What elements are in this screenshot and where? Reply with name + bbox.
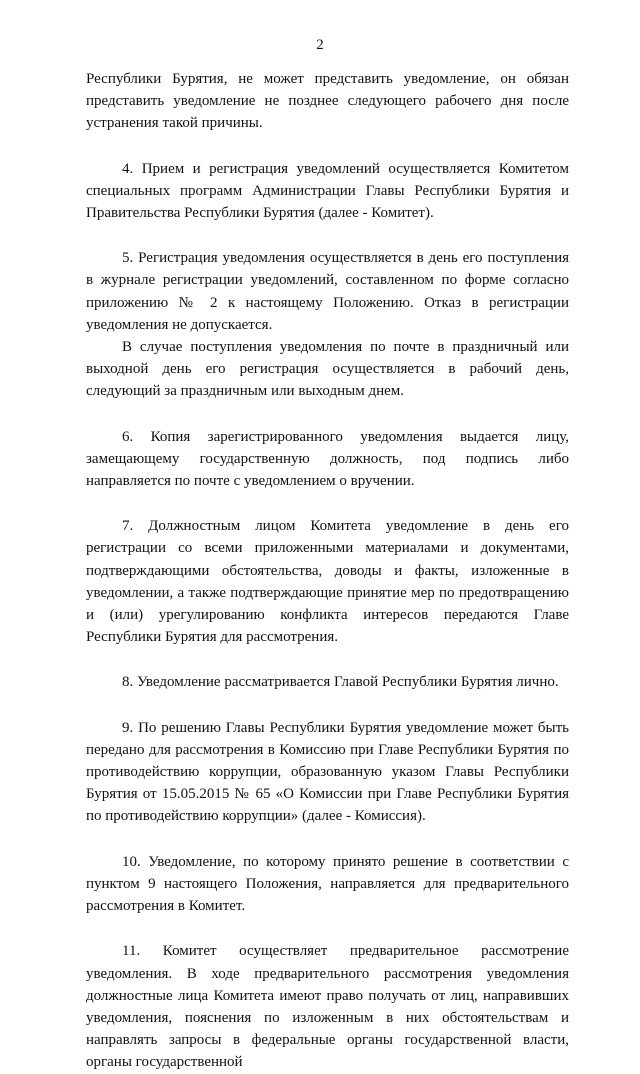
page-number: 2 [316, 37, 324, 53]
paragraph-item-7: 7. Должностным лицом Комитета уведомление в день его регистрации со всеми приложенными материалами и документами, подтверждающими обстоятельства, доводы и факты, изложенные в уведомлении, а также подтверждающие принятие мер по предотвращению и (или) урегулированию конфликта интересов передаются Главе Республики Бурятия для рассмотрения. [86, 518, 569, 646]
paragraph-item-5: 5. Регистрация уведомления осуществляется в день его поступления в журнале регистрации уведомлений, составленном по форме согласно приложению № 2 к настоящему Положению. Отказ в регистрации уведомления не допускается. [86, 250, 569, 333]
paragraph-item-5-holiday: В случае поступления уведомления по почте в праздничный или выходной день его регистрация осуществляется в рабочий день, следующий за праздничным или выходным днем. [86, 339, 569, 400]
document-body [86, 68, 569, 1074]
paragraph-item-11: 11. Комитет осуществляет предварительное рассмотрение уведомления. В ходе предварительного рассмотрения уведомления должностные лица Комитета имеют право получать от лиц, направивших уведомления, пояснения по изложенным в них обстоятельствам и направлять запросы в федеральные органы государственной власти, органы государственной [86, 943, 569, 1071]
paragraph-item-8: 8. Уведомление рассматривается Главой Республики Бурятия лично. [122, 674, 559, 691]
paragraph-item-6: 6. Копия зарегистрированного уведомления выдается лицу, замещающему государственную должность, под подпись либо направляется по почте с уведомлением о вручении. [86, 428, 569, 490]
paragraph-continuation: Республики Бурятия, не может представить уведомление, он обязан представить уведомление не позднее следующего рабочего дня после устранения такой причины. [86, 71, 569, 132]
paragraph-item-4: 4. Прием и регистрация уведомлений осуществляется Комитетом специальных программ Администрации Главы Республики Бурятия и Правительства Республики Бурятия (далее - Комитет). [86, 160, 569, 222]
paragraph-item-9: 9. По решению Главы Республики Бурятия уведомление может быть передано для рассмотрения в Комиссию при Главе Республики Бурятия по противодействию коррупции, образованную указом Главы Республики Бурятия от 15.05.2015 № 65 «О Комиссии при Главе Республики Бурятия по противодействию коррупции» (далее - Комиссия). [86, 719, 569, 825]
paragraph-item-10: 10. Уведомление, по которому принято решение в соответствии с пунктом 9 настоящего Положения, направляется для предварительного рассмотрения в Комитет. [86, 853, 569, 915]
